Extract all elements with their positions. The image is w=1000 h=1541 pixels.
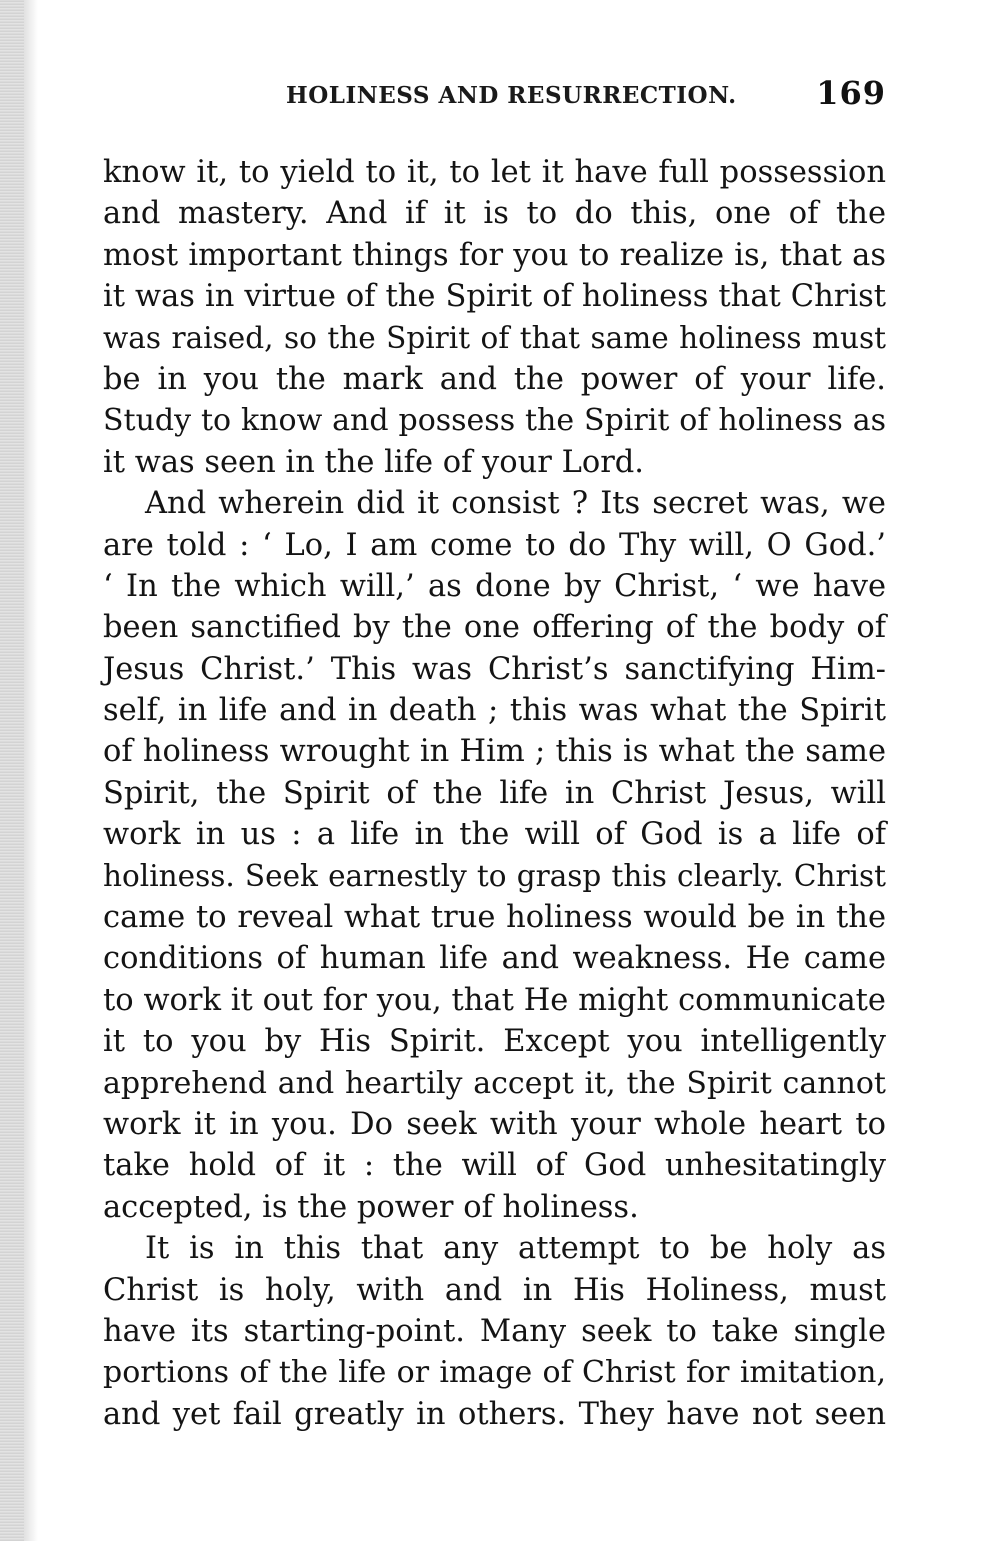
- text-line: have its starting-point. Many seek to take single: [103, 1313, 886, 1349]
- text-line: of holiness wrought in Him ; this is what the same: [103, 734, 886, 770]
- text-line: and yet fail greatly in others. They have not seen: [103, 1396, 886, 1432]
- text-line: conditions of human life and weakness. He came: [103, 941, 886, 977]
- text-line: Christ is holy, with and in His Holiness, must: [103, 1272, 886, 1308]
- text-line: Jesus Christ.’ This was Christ’s sanctifying Him-: [103, 651, 886, 687]
- running-header: [103, 74, 886, 114]
- text-line: apprehend and heartily accept it, the Spirit cannot: [103, 1065, 886, 1101]
- text-line: self, in life and in death ; this was what the Spirit: [103, 693, 886, 729]
- text-line: portions of the life or image of Christ for imitation,: [103, 1355, 886, 1391]
- text-line: was raised, so the Spirit of that same holiness must: [103, 320, 886, 355]
- text-line: to work it out for you, that He might communicate: [103, 982, 886, 1018]
- page-number: 169: [816, 74, 886, 112]
- text-line: ‘ In the which will,’ as done by Christ, ‘ we have: [103, 568, 886, 604]
- text-line: Study to know and possess the Spirit of holiness as: [103, 403, 886, 439]
- text-line: it was seen in the life of your Lord.: [103, 444, 644, 480]
- text-line: most important things for you to realize is, that as: [103, 237, 886, 273]
- body-text: [103, 152, 886, 1435]
- text-line: be in you the mark and the power of your life.: [103, 361, 886, 397]
- text-line: holiness. Seek earnestly to grasp this clearly. Christ: [103, 858, 886, 893]
- text-line: work it in you. Do seek with your whole heart to: [103, 1106, 886, 1142]
- text-line: and mastery. And if it is to do this, one of the: [103, 196, 886, 232]
- text-line: it was in virtue of the Spirit of holiness that Christ: [103, 279, 886, 315]
- running-title: HOLINESS AND RESURRECTION.: [286, 82, 737, 109]
- text-line: it to you by His Spirit. Except you intelligently: [103, 1024, 886, 1060]
- paragraph-first-line: It is in this that any attempt to be holy as: [145, 1231, 886, 1267]
- page-gutter-fade: [24, 0, 38, 1541]
- text-line: came to reveal what true holiness would be in the: [103, 900, 886, 936]
- text-line: Spirit, the Spirit of the life in Christ Jesus, will: [103, 775, 886, 811]
- text-line: are told : ‘ Lo, I am come to do Thy will, O God.’: [103, 527, 886, 563]
- text-line: know it, to yield to it, to let it have full possession: [103, 155, 886, 190]
- text-line: work in us : a life in the will of God is a life of: [103, 817, 886, 853]
- paragraph-first-line: And wherein did it consist ? Its secret was, we: [145, 486, 886, 522]
- page-gutter-shadow: [0, 0, 24, 1541]
- text-line: been sanctified by the one offering of the body of: [103, 610, 886, 646]
- text-line: accepted, is the power of holiness.: [103, 1189, 639, 1225]
- text-line: take hold of it : the will of God unhesitatingly: [103, 1148, 886, 1184]
